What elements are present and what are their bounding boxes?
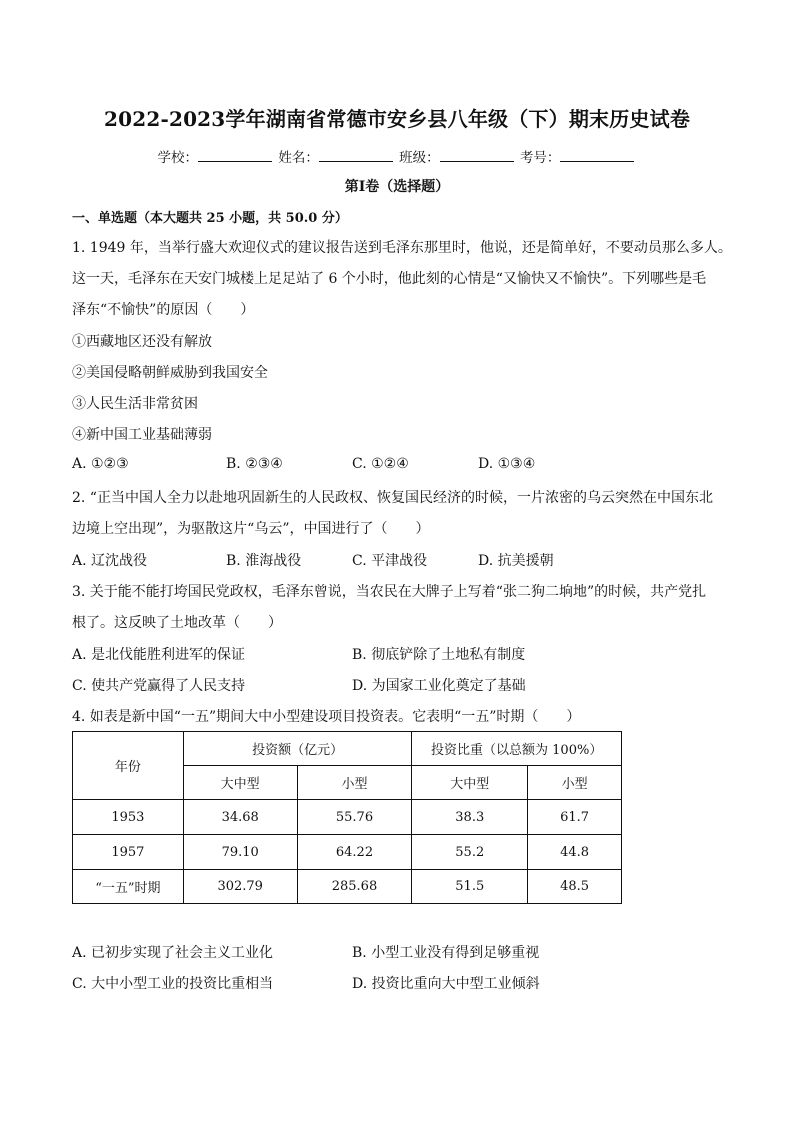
table-subheader: 大中型 (412, 766, 528, 800)
q1-option-c[interactable]: C. ①②④ (352, 456, 409, 472)
q2-option-a[interactable]: A. 辽沈战役 (72, 553, 148, 569)
school-blank[interactable] (198, 149, 272, 162)
table-cell: 48.5 (528, 870, 622, 904)
table-row (73, 870, 622, 904)
q1-item-1: ①西藏地区还没有解放 (72, 334, 212, 350)
table-cell: 38.3 (412, 800, 528, 835)
q2-option-d[interactable]: D. 抗美援朝 (478, 553, 554, 569)
q1-line-3: 泽东“不愉快”的原因（ ） (72, 302, 255, 318)
class-blank[interactable] (440, 149, 514, 162)
table-header-share: 投资比重（以总额为 100%） (412, 732, 622, 766)
school-label: 学校： (157, 150, 199, 166)
table-cell: 55.2 (412, 835, 528, 870)
exam-no-label: 考号： (519, 150, 561, 166)
q4-option-a[interactable]: A. 已初步实现了社会主义工业化 (72, 945, 274, 961)
q4-option-c[interactable]: C. 大中小型工业的投资比重相当 (72, 976, 274, 992)
q3-option-d[interactable]: D. 为国家工业化奠定了基础 (352, 678, 526, 694)
table-subheader: 大中型 (183, 766, 297, 800)
investment-table (72, 731, 622, 904)
table-header-amount: 投资额（亿元） (183, 732, 412, 766)
q1-option-b[interactable]: B. ②③④ (226, 456, 283, 472)
table-cell: 34.68 (183, 800, 297, 835)
exam-title: 2022-2023学年湖南省常德市安乡县八年级（下）期末历史试卷 (103, 107, 691, 131)
table-cell: 1953 (73, 800, 184, 835)
q2-option-b[interactable]: B. 淮海战役 (226, 553, 302, 569)
q2-option-c[interactable]: C. 平津战役 (352, 553, 428, 569)
q1-item-3: ③人民生活非常贫困 (72, 396, 198, 412)
table-header-year: 年份 (73, 732, 184, 800)
exam-no-blank[interactable] (560, 149, 634, 162)
q1-item-2: ②美国侵略朝鲜威胁到我国安全 (72, 365, 268, 381)
q3-option-a[interactable]: A. 是北伐能胜利进军的保证 (72, 647, 246, 663)
table-cell: 61.7 (528, 800, 622, 835)
student-info-line (0, 146, 794, 166)
section-heading: 一、单选题（本大题共 25 小题，共 50.0 分） (72, 211, 348, 226)
table-cell: 44.8 (528, 835, 622, 870)
name-label: 姓名： (278, 150, 319, 166)
q3-line-2: 根了。这反映了土地改革（ ） (72, 615, 282, 631)
table-row (73, 835, 622, 870)
q3-line-1: 3. 关于能不能打垮国民党政权，毛泽东曾说，当农民在大牌子上写着“张二狗二垧地”的时候，共产党扎 (72, 584, 707, 600)
q4-option-b[interactable]: B. 小型工业没有得到足够重视 (352, 945, 540, 961)
table-row (73, 800, 622, 835)
q3-option-b[interactable]: B. 彻底铲除了土地私有制度 (352, 647, 526, 663)
table-cell: 64.22 (297, 835, 412, 870)
q4-option-d[interactable]: D. 投资比重向大中型工业倾斜 (352, 976, 540, 992)
q1-option-d[interactable]: D. ①③④ (478, 456, 536, 472)
table-cell: 79.10 (183, 835, 297, 870)
volume-heading: 第I卷（选择题） (344, 179, 450, 195)
table-cell: 51.5 (412, 870, 528, 904)
q3-option-c[interactable]: C. 使共产党赢得了人民支持 (72, 678, 246, 694)
q2-line-2: 边境上空出现”，为驱散这片“乌云”，中国进行了（ ） (72, 521, 430, 537)
q2-line-1: 2. “正当中国人全力以赴地巩固新生的人民政权、恢复国民经济的时候，一片浓密的乌云突然在中国东北 (72, 490, 713, 506)
table-cell: 1957 (73, 835, 184, 870)
name-blank[interactable] (319, 149, 393, 162)
table-subheader: 小型 (297, 766, 412, 800)
table-cell: “一五”时期 (73, 870, 184, 904)
q1-line-2: 这一天，毛泽东在天安门城楼上足足站了 6 个小时，他此刻的心情是“又愉快又不愉快”。下列哪些是毛 (72, 271, 707, 287)
q1-item-4: ④新中国工业基础薄弱 (72, 427, 212, 443)
q4-line-1: 4. 如表是新中国“一五”期间大中小型建设项目投资表。它表明“一五”时期（ ） (72, 709, 581, 725)
class-label: 班级： (399, 150, 440, 166)
table-cell: 302.79 (183, 870, 297, 904)
table-cell: 55.76 (297, 800, 412, 835)
table-cell: 285.68 (297, 870, 412, 904)
q1-option-a[interactable]: A. ①②③ (72, 456, 129, 472)
q1-line-1: 1. 1949 年，当举行盛大欢迎仪式的建议报告送到毛泽东那里时，他说，还是简单好，不要动员那么多人。 (72, 240, 732, 256)
table-subheader: 小型 (528, 766, 622, 800)
